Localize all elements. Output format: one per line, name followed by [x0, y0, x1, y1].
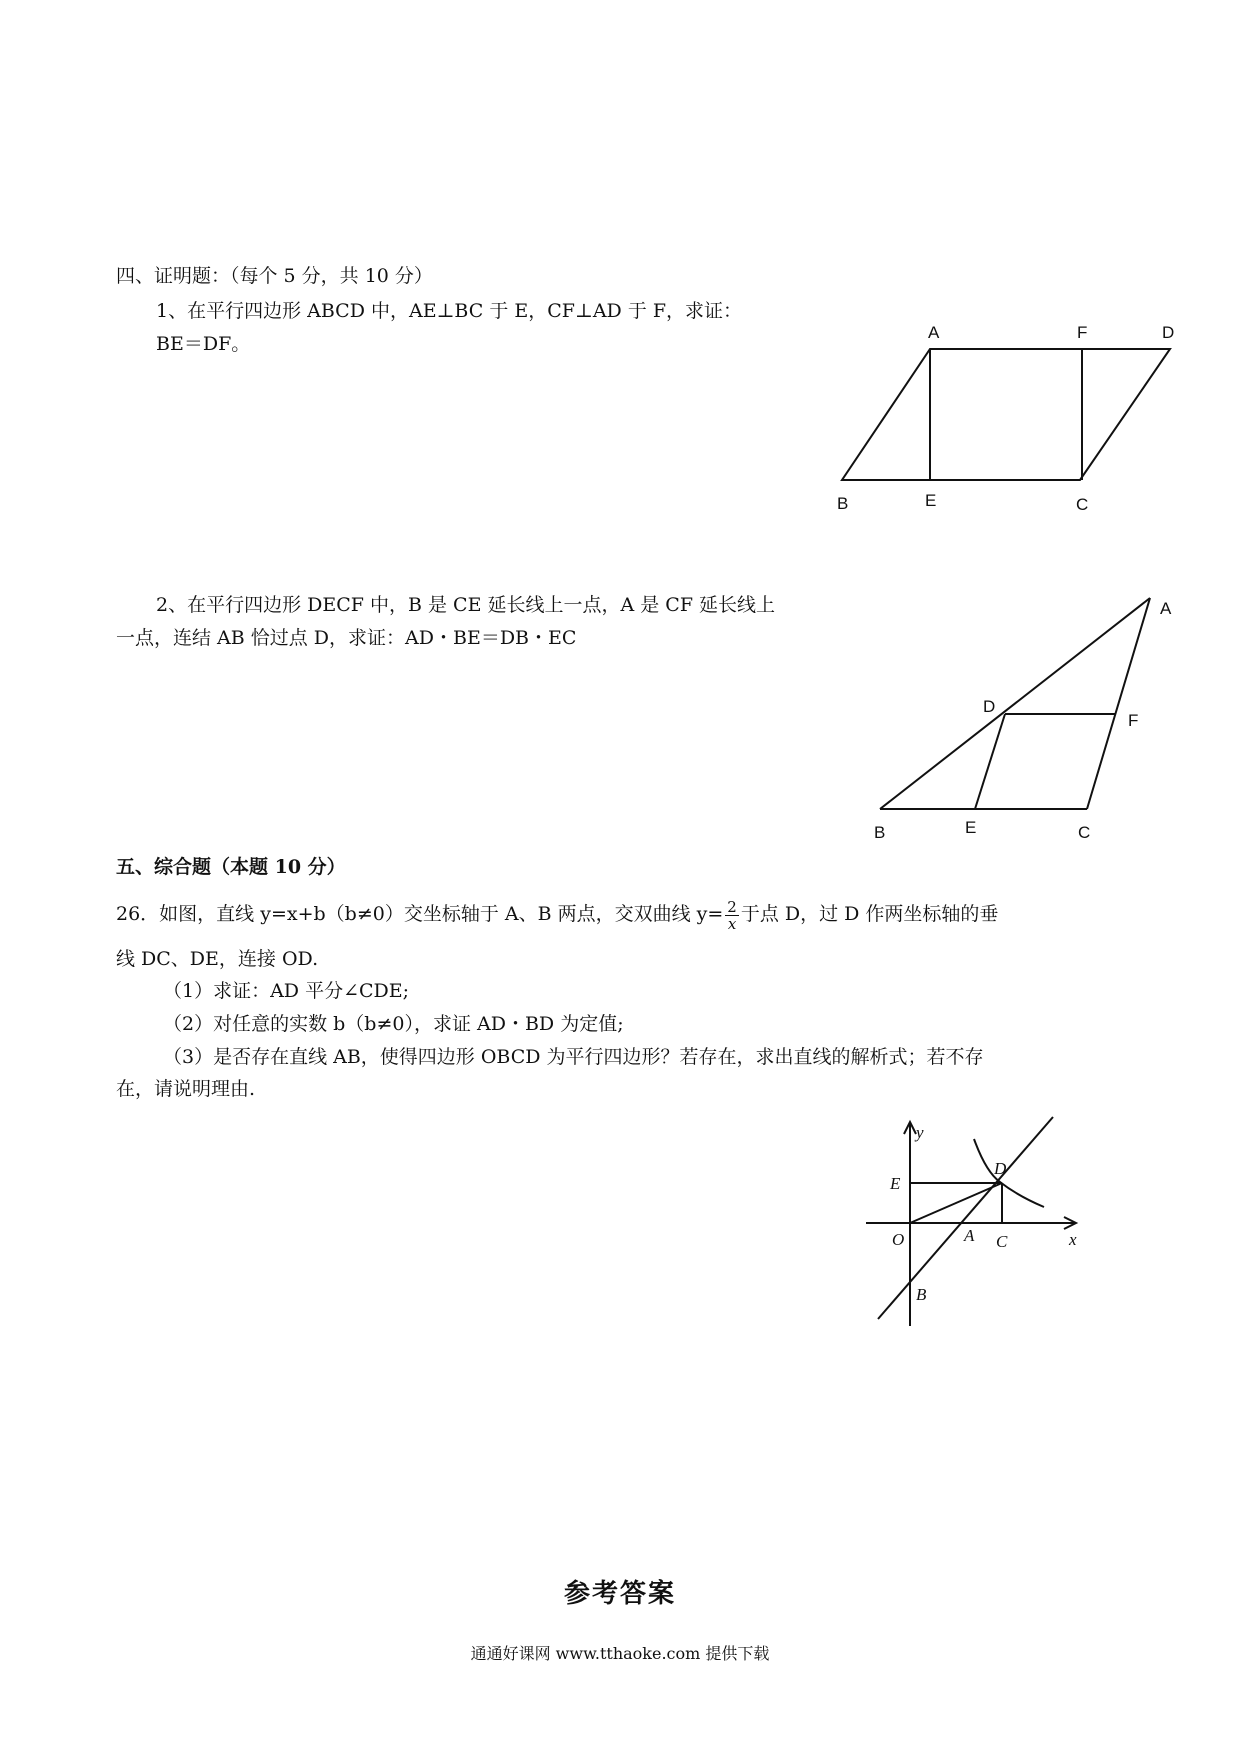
fig2-label-e: E — [965, 818, 977, 837]
fig3-label-a: A — [964, 1226, 975, 1245]
fig3-label-b: B — [916, 1285, 927, 1304]
fraction-numerator: 2 — [727, 897, 737, 916]
figure-parallelogram-decf — [880, 598, 1150, 809]
fig1-label-f: F — [1077, 323, 1088, 342]
fig3-label-x: x — [1069, 1230, 1077, 1249]
fig3-label-o: O — [892, 1230, 905, 1249]
fraction-denominator: x — [727, 914, 737, 933]
segment-de — [975, 714, 1005, 809]
segment-ab — [880, 598, 1150, 809]
fig2-label-d: D — [983, 697, 996, 716]
q1-line2: BE＝DF。 — [156, 333, 251, 355]
q26-line2: 线 DC、DE，连接 OD. — [116, 948, 319, 970]
fig3-label-d: D — [994, 1159, 1007, 1178]
answer-title: 参考答案 — [563, 1579, 676, 1609]
q26-prefix: 26．如图，直线 y=x+b（b≠0）交坐标轴于 A、B 两点，交双曲线 y= — [116, 903, 724, 925]
fig3-label-e: E — [890, 1174, 901, 1193]
fig1-label-e: E — [925, 491, 937, 510]
segment-ca — [1087, 598, 1150, 809]
q26-part2: （2）对任意的实数 b（b≠0），求证 AD・BD 为定值; — [163, 1013, 624, 1035]
q26-suffix: 于点 D，过 D 作两坐标轴的垂 — [740, 903, 999, 925]
parallelogram-abcd — [842, 349, 1170, 480]
fig2-label-f: F — [1128, 711, 1139, 730]
fig3-label-y: y — [916, 1123, 924, 1142]
section5-heading: 五、综合题（本题 10 分） — [116, 856, 346, 878]
fig1-label-b: B — [837, 494, 849, 513]
q26-part3-line2: 在，请说明理由. — [116, 1078, 256, 1100]
fig2-label-b: B — [874, 823, 886, 842]
q1-line1: 1、在平行四边形 ABCD 中，AE⊥BC 于 E，CF⊥AD 于 F，求证： — [156, 300, 743, 322]
line-ab — [878, 1117, 1053, 1319]
fig1-label-c: C — [1076, 495, 1089, 514]
fig1-label-a: A — [928, 323, 940, 342]
fig1-label-d: D — [1162, 323, 1175, 342]
figure-parallelogram-abcd — [842, 349, 1170, 480]
segment-od — [910, 1183, 1002, 1223]
q26-part1: （1）求证：AD 平分∠CDE; — [163, 980, 410, 1002]
fig2-label-a: A — [1160, 599, 1172, 618]
fig2-label-c: C — [1078, 823, 1091, 842]
figure-coordinate-plane — [866, 1117, 1076, 1326]
q26-part3-line1: （3）是否存在直线 AB，使得四边形 OBCD 为平行四边形？若存在，求出直线的解析式；若不存 — [163, 1046, 984, 1068]
q2-line1: 2、在平行四边形 DECF 中，B 是 CE 延长线上一点，A 是 CF 延长线上 — [156, 594, 776, 616]
section4-heading: 四、证明题：（每个 5 分，共 10 分） — [116, 265, 433, 287]
footer-source: 通通好课网 www.tthaoke.com 提供下载 — [470, 1644, 770, 1663]
q2-line2: 一点，连结 AB 恰过点 D，求证：AD・BE＝DB・EC — [116, 627, 577, 649]
fig3-label-c: C — [996, 1232, 1008, 1251]
